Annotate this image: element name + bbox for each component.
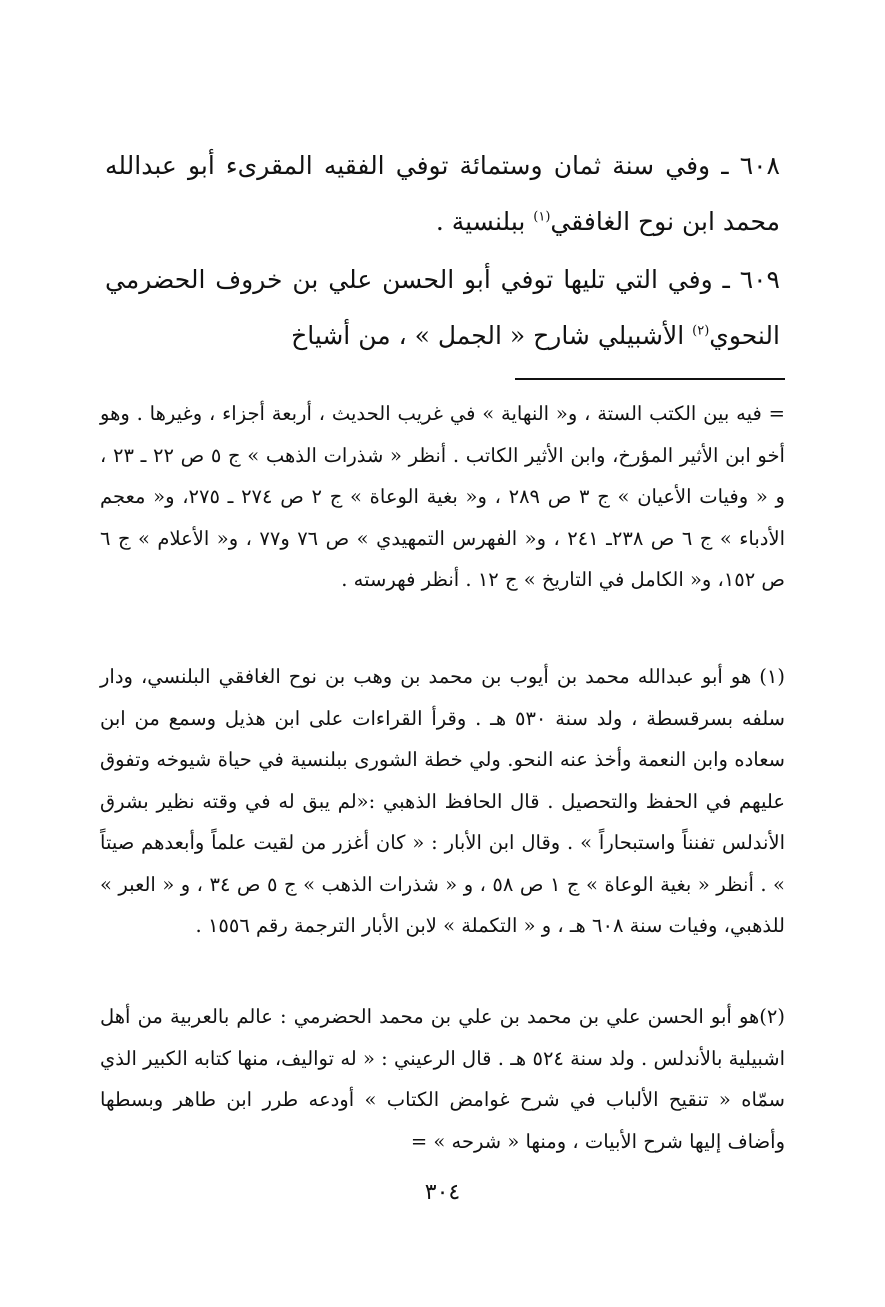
entry-608 xyxy=(105,138,780,250)
entry-608-text: ٦٠٨ ـ وفي سنة ثمان وستمائة توفي الفقيه المقرىء أبو عبدالله محمد ابن نوح الغافقي xyxy=(105,151,780,236)
entry-609-text-end: الأشبيلي شارح « الجمل » ، من أشياخ xyxy=(291,321,693,350)
footnote-continuation: = فيه بين الكتب الستة ، و« النهاية » في غريب الحديث ، أربعة أجزاء ، وغيرها . وهو أخو ابن الأثير المؤرخ، وابن الأثير الكاتب . أنظر « شذرات الذهب » ج ٥ ص ٢٢ ـ ٢٣ ، و « وفيات الأعيان » ج ٣ ص ٢٨٩ ، و« بغية الوعاة » ج ٢ ص ٢٧٤ ـ ٢٧٥، و« معجم الأدباء » ج ٦ ص ٢٣٨ـ ٢٤١ ، و« الفهرس التمهيدي » ص ٧٦ و٧٧ ، و« الأعلام » ج ٦ ص ١٥٢، و« الكامل في التاريخ » ج ١٢ . أنظر فهرسته . xyxy=(100,402,786,591)
entry-609-text: ٦٠٩ ـ وفي التي تليها توفي أبو الحسن علي بن خروف الحضرمي النحوي xyxy=(105,265,780,350)
footnote-2: (٢)هو أبو الحسن علي بن محمد بن علي بن محمد الحضرمي : عالم بالعربية من أهل اشبيلية بالأندلس . ولد سنة ٥٢٤ هـ . قال الرعيني : « له تواليف، منها كتابه الكبير الذي سمّاه « تنقيح الألباب في شرح غوامض الكتاب » أودعه طرر ابن طاهر وبسطها وأضاف إليها شرح الأبيات ، ومنها « شرحه » = xyxy=(100,1005,785,1153)
footnote-separator xyxy=(515,378,785,380)
page-number: ٣٠٤ xyxy=(424,1180,461,1205)
entry-609 xyxy=(105,252,780,364)
footnote-ref-2: (٢) xyxy=(692,323,710,339)
footnote-ref-1: (١) xyxy=(533,209,551,225)
entry-608-text-end: ببلنسية . xyxy=(435,207,534,236)
footnote-1: (١) هو أبو عبدالله محمد بن أيوب بن محمد بن وهب بن نوح الغافقي البلنسي، ودار سلفه بسرقسطة ، ولد سنة ٥٣٠ هـ . وقرأ القراءات على ابن هذيل وسمع من ابن سعاده وابن النعمة وأخذ عنه النحو. ولي خطة الشورى ببلنسية في حياة شيوخه وتفوق عليهم في الحفظ والتحصيل . قال الحافظ الذهبي :«لم يبق له في وقته نظير بشرق الأندلس تفنناً واستبحاراً » . وقال ابن الأبار : « كان أغزر من لقيت علماً وأبعدهم صيتاً » . أنظر « بغية الوعاة » ج ١ ص ٥٨ ، و « شذرات الذهب » ج ٥ ص ٣٤ ، و « العبر » للذهبي، وفيات سنة ٦٠٨ هـ ، و « التكملة » لابن الأبار الترجمة رقم ١٥٥٦ . xyxy=(100,665,786,937)
